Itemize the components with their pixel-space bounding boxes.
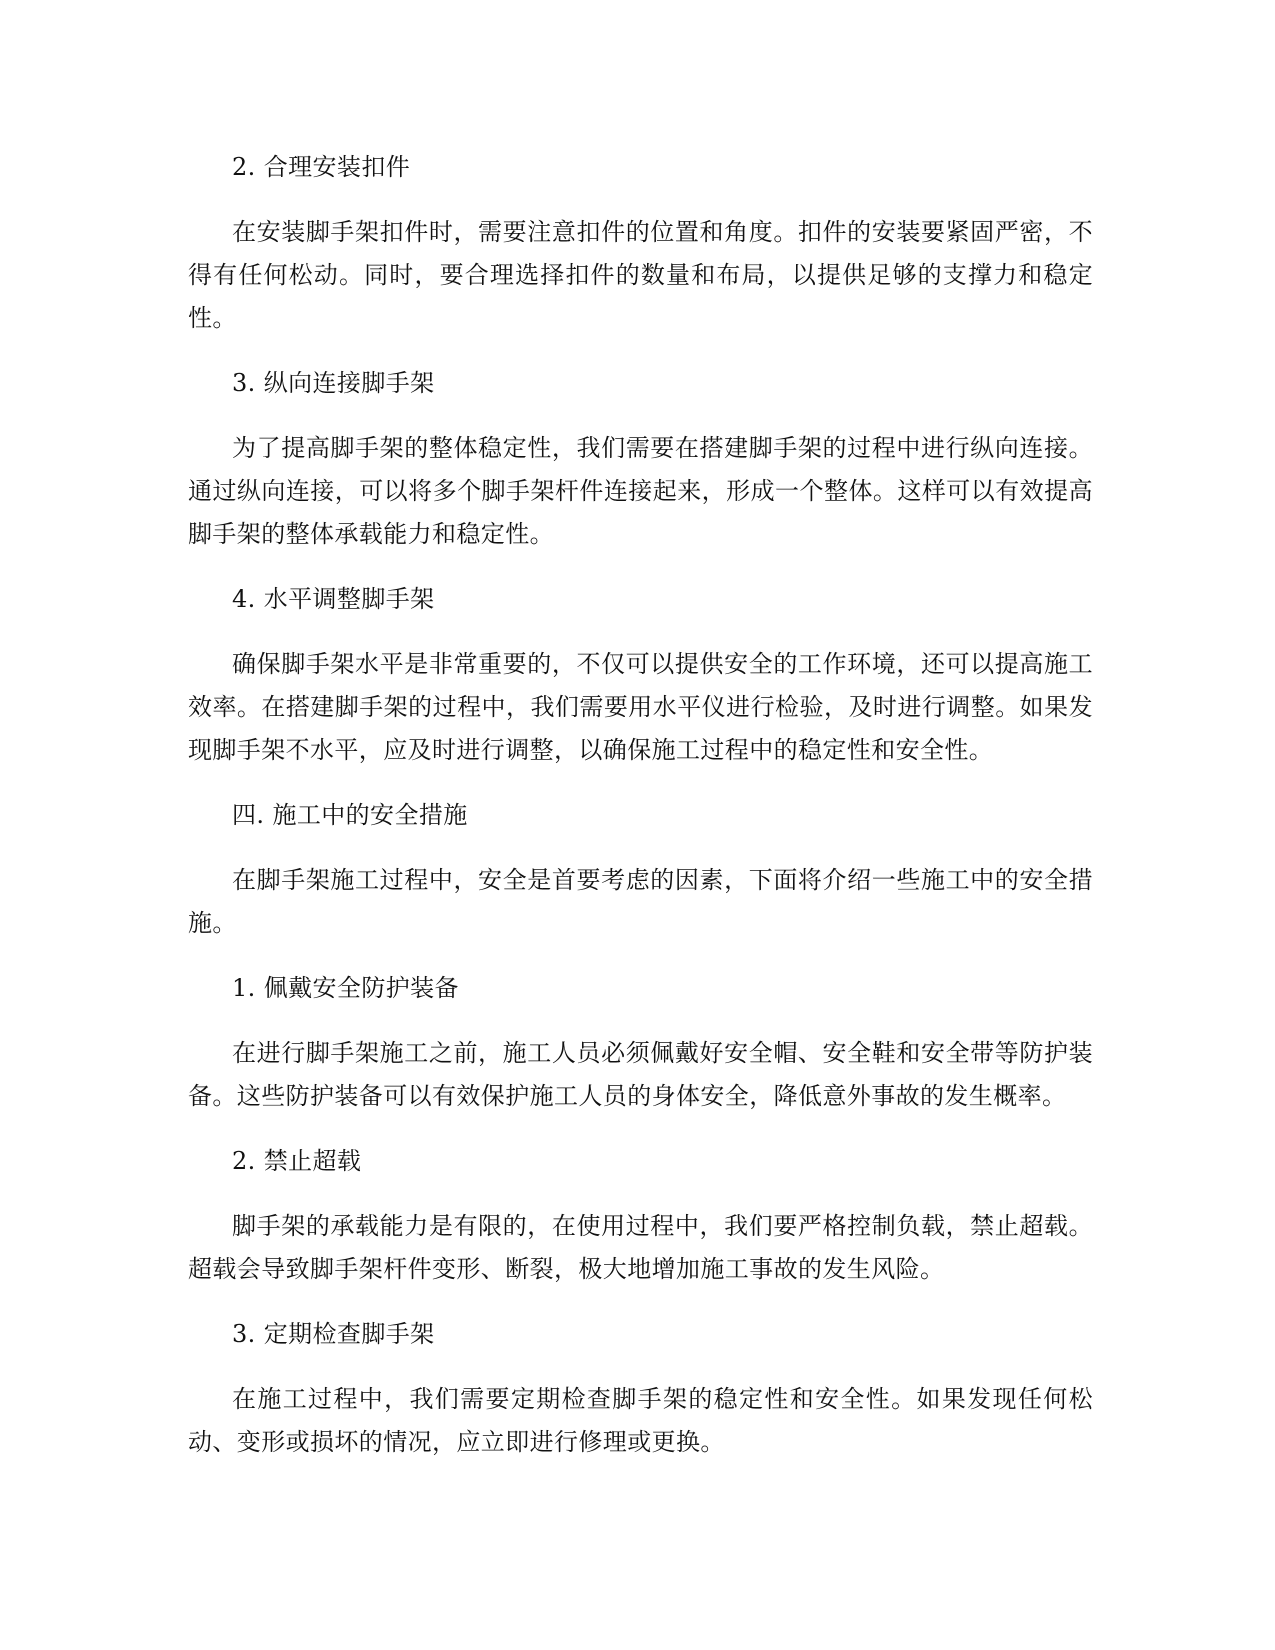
paragraph-protective-equipment: 在进行脚手架施工之前，施工人员必须佩戴好安全帽、安全鞋和安全带等防护装备。这些防护装备可以有效保护施工人员的身体安全，降低意外事故的发生概率。 <box>188 1039 1093 1110</box>
paragraph-no-overload: 脚手架的承载能力是有限的，在使用过程中，我们要严格控制负载，禁止超载。超载会导致脚手架杆件变形、断裂，极大地增加施工事故的发生风险。 <box>188 1212 1093 1283</box>
section-heading-longitudinal-connection: 3. 纵向连接脚手架 <box>232 369 435 397</box>
section-heading-regular-inspection: 3. 定期检查脚手架 <box>232 1320 435 1348</box>
paragraph-regular-inspection: 在施工过程中，我们需要定期检查脚手架的稳定性和安全性。如果发现任何松动、变形或损坏的情况，应立即进行修理或更换。 <box>188 1385 1093 1456</box>
paragraph-install-fasteners: 在安装脚手架扣件时，需要注意扣件的位置和角度。扣件的安装要紧固严密，不得有任何松动。同时，要合理选择扣件的数量和布局，以提供足够的支撑力和稳定性。 <box>188 218 1093 332</box>
chapter-heading-safety-measures: 四. 施工中的安全措施 <box>232 801 468 829</box>
paragraph-longitudinal-connection: 为了提高脚手架的整体稳定性，我们需要在搭建脚手架的过程中进行纵向连接。通过纵向连接，可以将多个脚手架杆件连接起来，形成一个整体。这样可以有效提高脚手架的整体承载能力和稳定性。 <box>188 434 1093 548</box>
section-heading-level-adjustment: 4. 水平调整脚手架 <box>232 585 435 613</box>
paragraph-safety-intro: 在脚手架施工过程中，安全是首要考虑的因素，下面将介绍一些施工中的安全措施。 <box>188 866 1093 937</box>
section-heading-protective-equipment: 1. 佩戴安全防护装备 <box>232 974 459 1002</box>
paragraph-level-adjustment: 确保脚手架水平是非常重要的，不仅可以提供安全的工作环境，还可以提高施工效率。在搭建脚手架的过程中，我们需要用水平仪进行检验，及时进行调整。如果发现脚手架不水平，应及时进行调整，以确保施工过程中的稳定性和安全性。 <box>188 650 1093 764</box>
document-page <box>188 146 1093 1486</box>
section-heading-no-overload: 2. 禁止超载 <box>232 1147 362 1175</box>
section-heading-install-fasteners: 2. 合理安装扣件 <box>232 153 411 181</box>
